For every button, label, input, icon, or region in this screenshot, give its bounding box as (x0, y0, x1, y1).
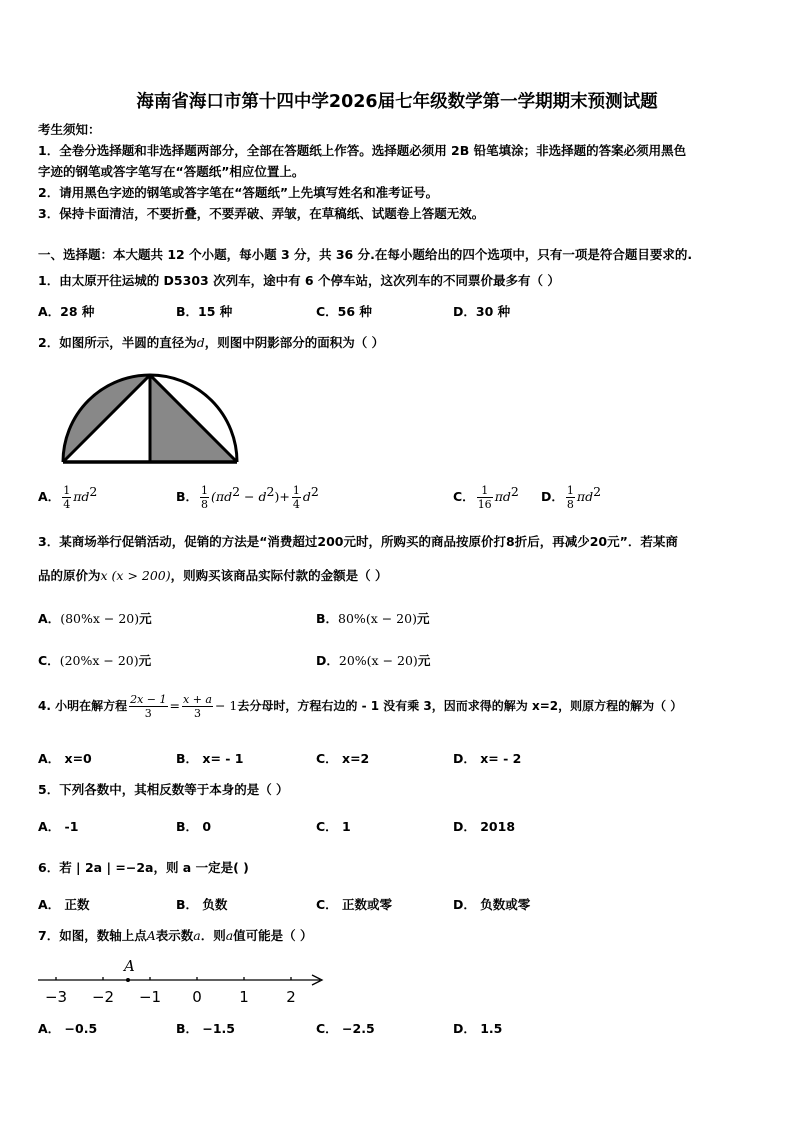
q2-c-num: 1 (477, 484, 493, 498)
section-heading: 一、选择题：本大题共 12 个小题，每小题 3 分，共 36 分.在每小题给出的四个选项中，只有一项是符合题目要求的. (38, 247, 693, 262)
q7-option-d: D． 1.5 (453, 1021, 503, 1036)
q2-b-sq3: 2 (310, 484, 319, 499)
number-line-tick-label: 2 (286, 988, 296, 1006)
q2-d-sq: 2 (593, 484, 602, 499)
q3-stem-a: 品的原价为 (38, 568, 101, 583)
number-line-tick-label: −3 (44, 988, 68, 1006)
q4-option-a: A． x=0 (38, 751, 92, 766)
q2-a-den: 4 (63, 498, 71, 512)
q1-option-c: C．56 种 (316, 304, 372, 319)
q6-option-d: D． 负数或零 (453, 897, 531, 912)
q7-stem-d: 值可能是（ ） (233, 928, 313, 943)
q6-option-b: B． 负数 (176, 897, 228, 912)
number-line-tick-label: −2 (91, 988, 115, 1006)
point-a-label: A (124, 957, 135, 975)
q4-fraction-1 (129, 693, 167, 720)
number-line-ticks (45, 977, 296, 1006)
q3-c-label: C． (38, 653, 60, 668)
q1-option-a: A．28 种 (38, 304, 95, 319)
q1-option-d: D．30 种 (453, 304, 511, 319)
q7-point: A (146, 928, 156, 943)
q4-f1-den: 3 (144, 707, 152, 720)
q4-stem-b: 去分母时，方程右边的 - 1 没有乘 3，因而求得的解为 x=2，则原方程的解为（ ） (237, 699, 683, 713)
semicircle-figure (58, 366, 248, 468)
notice-heading: 考生须知： (38, 122, 101, 137)
q3-b-unit: 元 (416, 611, 430, 626)
q2-option-d (541, 484, 601, 511)
q7-option-c: C． −2.5 (316, 1021, 375, 1036)
q2-b-close: )+ (274, 489, 290, 505)
q2-d-label: D． (541, 489, 564, 505)
q2-b-d: d (302, 489, 311, 505)
q2-a-sq: 2 (89, 484, 98, 499)
q3-option-b (316, 609, 429, 627)
q3-stem-b: ，则购买该商品实际付款的金额是（ ） (170, 568, 388, 583)
q4-fraction-2 (182, 693, 213, 720)
q2-option-c (453, 484, 519, 511)
q3-option-c (38, 651, 151, 669)
q4-option-b: B． x= - 1 (176, 751, 244, 766)
q2-b-den2: 4 (292, 498, 300, 512)
q4-stem-a: 4. 小明在解方程 (38, 699, 128, 713)
q2-a-num: 1 (63, 484, 71, 498)
q4-stem (38, 693, 682, 720)
q3-c-math: (20%x − 20) (59, 653, 139, 668)
q7-stem-c: ．则 (200, 928, 226, 943)
q4-f1-num: 2x − 1 (130, 693, 167, 706)
q2-d-fraction (566, 484, 575, 511)
q1-stem: 1．由太原开往运城的 D5303 次列车，途中有 6 个停车站，这次列车的不同票价最多有（ ） (38, 273, 560, 288)
q3-b-math: 80%(x − 20) (338, 611, 417, 626)
q3-c-unit: 元 (138, 653, 152, 668)
q3-a-math: (80%x − 20) (60, 611, 140, 626)
q6-stem: 6．若 | 2a | =−2a，则 a 一定是( ) (38, 860, 249, 875)
q7-var-1: a (193, 928, 201, 943)
q4-f2-num: x + a (183, 693, 212, 706)
q1-option-b: B．15 种 (176, 304, 233, 319)
q7-option-b: B． −1.5 (176, 1021, 235, 1036)
q2-c-fraction (477, 484, 493, 511)
q2-b-minus: − d (240, 489, 267, 505)
number-line (36, 956, 328, 1008)
q6-option-c: C． 正数或零 (316, 897, 393, 912)
q3-d-label: D． (316, 653, 339, 668)
q3-option-d (316, 651, 430, 669)
q4-option-c: C． x=2 (316, 751, 370, 766)
q3-stem-line-2 (38, 566, 387, 584)
q2-b-sq2: 2 (266, 484, 275, 499)
q2-stem (38, 333, 384, 351)
q2-a-expr: πd (73, 489, 90, 505)
q2-b-label: B． (176, 489, 199, 505)
q2-d-den: 8 (566, 498, 574, 512)
q7-stem-a: 7．如图，数轴上点 (38, 928, 147, 943)
notice-line-1a: 1．全卷分选择题和非选择题两部分，全部在答题纸上作答。选择题必须用 2B 铅笔填涂；非选择题的答案必须用黑色 (38, 143, 687, 158)
q2-b-sq1: 2 (232, 484, 241, 499)
q2-c-den: 16 (477, 498, 492, 512)
q3-a-label: A． (38, 611, 61, 626)
q5-option-a: A． -1 (38, 819, 79, 834)
q2-c-expr: πd (494, 489, 511, 505)
q4-eq: = (169, 698, 180, 713)
q7-stem (38, 926, 313, 944)
q2-b-den: 8 (201, 498, 209, 512)
q7-option-a: A． −0.5 (38, 1021, 98, 1036)
q5-option-c: C． 1 (316, 819, 351, 834)
point-a-dot (126, 978, 130, 982)
page-title: 海南省海口市第十四中学2026届七年级数学第一学期期末预测试题 (136, 92, 658, 112)
notice-line-1b: 字迹的钢笔或答字笔写在“答题纸”相应位置上。 (38, 164, 305, 179)
notice-line-2: 2．请用黑色字迹的钢笔或答字笔在“答题纸”上先填写姓名和准考证号。 (38, 185, 439, 200)
number-line-tick-label: −1 (138, 988, 162, 1006)
q2-b-num2: 1 (292, 484, 300, 498)
q2-b-fraction-2 (292, 484, 301, 511)
q7-stem-b: 表示数 (155, 928, 194, 943)
q2-b-num: 1 (201, 484, 209, 498)
q3-stem-math: x (x > 200) (100, 568, 171, 583)
q3-b-label: B． (316, 611, 339, 626)
q5-option-b: B． 0 (176, 819, 212, 834)
q4-option-d: D． x= - 2 (453, 751, 522, 766)
q4-f2-den: 3 (193, 707, 201, 720)
q2-a-label: A． (38, 489, 61, 505)
notice-line-3: 3．保持卡面清洁，不要折叠，不要弄破、弄皱，在草稿纸、试题卷上答题无效。 (38, 206, 485, 221)
q2-b-fraction (200, 484, 209, 511)
q3-option-a (38, 609, 152, 627)
q4-minus1: − 1 (214, 698, 238, 713)
q2-option-b (176, 484, 319, 511)
q3-d-math: 20%(x − 20) (338, 653, 418, 668)
q2-c-sq: 2 (510, 484, 519, 499)
q5-option-d: D． 2018 (453, 819, 516, 834)
q2-a-fraction (62, 484, 71, 511)
q5-stem: 5．下列各数中，其相反数等于本身的是（ ） (38, 782, 289, 797)
q3-d-unit: 元 (417, 653, 431, 668)
q2-var: d (196, 335, 205, 350)
number-line-tick-label: 1 (239, 988, 249, 1006)
q2-d-expr: πd (576, 489, 594, 505)
q2-c-label: C． (453, 489, 475, 505)
q2-stem-a: 2．如图所示，半圆的直径为 (38, 335, 197, 350)
q2-b-mid: (πd (211, 489, 233, 505)
q2-option-a (38, 484, 97, 511)
q7-var-2: a (225, 928, 234, 943)
q3-a-unit: 元 (139, 611, 152, 626)
q6-option-a: A． 正数 (38, 897, 90, 912)
q2-stem-b: ，则图中阴影部分的面积为（ ） (204, 335, 385, 350)
number-line-tick-label: 0 (192, 988, 202, 1006)
q3-stem-line-1: 3．某商场举行促销活动，促销的方法是“消费超过200元时，所购买的商品按原价打8折后，再减少20元”．若某商 (38, 534, 678, 549)
q2-d-num: 1 (566, 484, 574, 498)
